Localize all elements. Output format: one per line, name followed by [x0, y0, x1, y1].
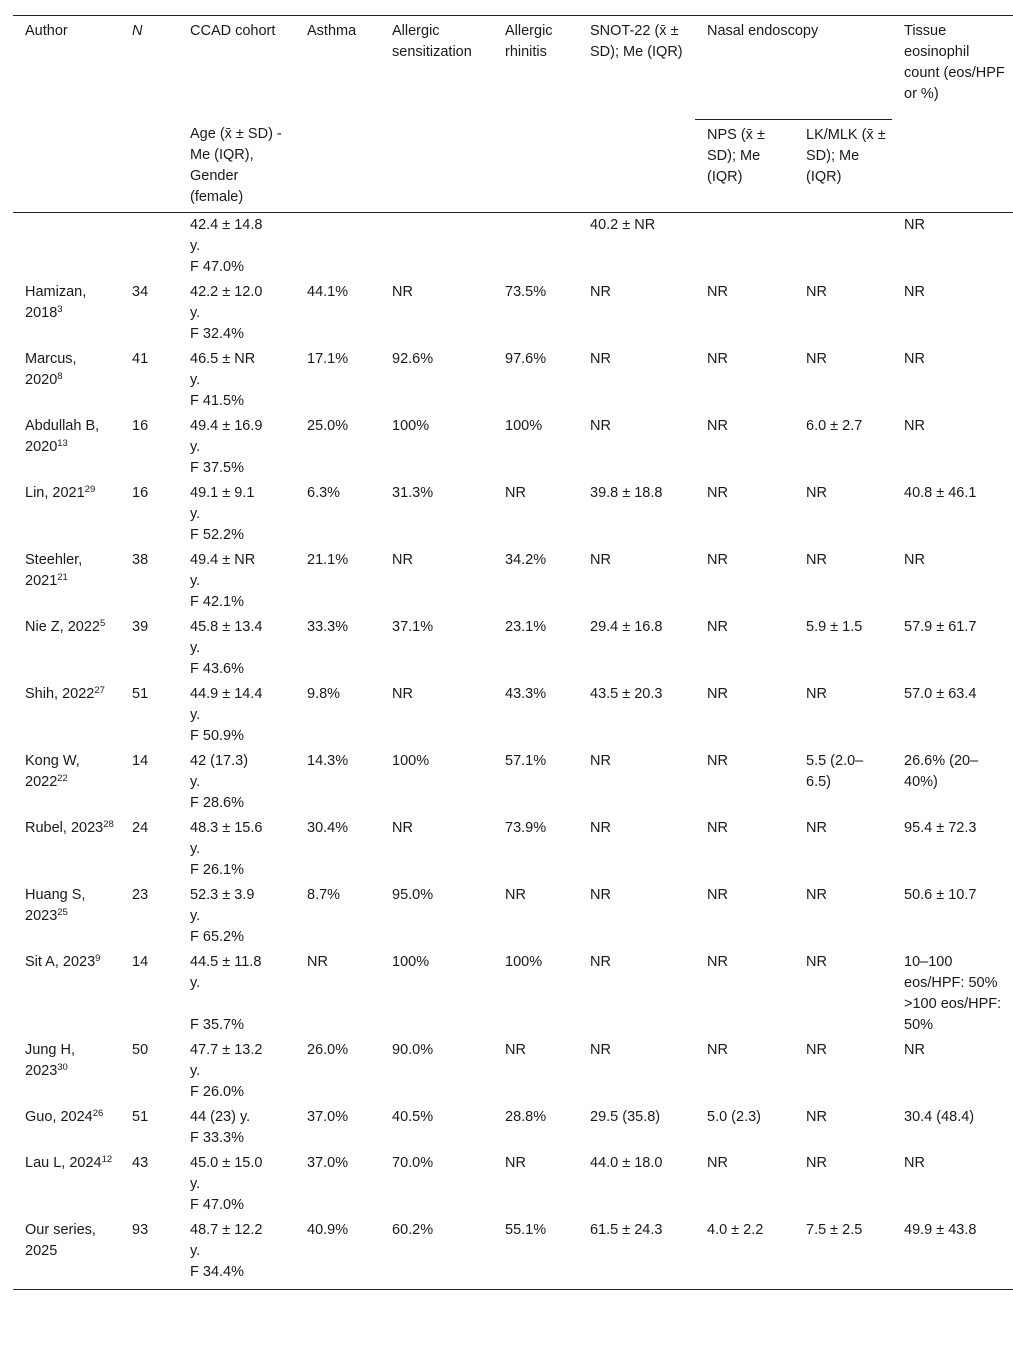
cell-lk-mlk: NR — [806, 954, 827, 970]
cell-age-gender — [178, 280, 295, 347]
cell-author — [13, 213, 120, 281]
table-row — [13, 816, 1013, 883]
cell-allergic-rhinitis: 73.9% — [505, 820, 547, 836]
author-name: Our series, 2025 — [25, 1222, 96, 1259]
eos-value: 30.4 (48.4) — [904, 1109, 975, 1125]
reference-number: 5 — [99, 618, 106, 629]
cell-age-gender — [178, 548, 295, 615]
female-percent: F 33.3% — [190, 1130, 244, 1146]
female-percent: F 26.1% — [190, 862, 244, 878]
cell-allergic-sensitization — [380, 213, 493, 281]
header-row-primary — [13, 16, 1013, 120]
cell-snot22: 61.5 ± 24.3 — [590, 1222, 663, 1238]
cell-nps: NR — [707, 418, 728, 434]
cell-author — [13, 816, 120, 883]
author-name: Hamizan, 2018 — [25, 284, 87, 321]
cell-n: 41 — [132, 351, 149, 367]
cell-allergic-sensitization: 40.5% — [392, 1109, 434, 1125]
cell-lk-mlk: 7.5 ± 2.5 — [806, 1222, 863, 1238]
cell-allergic-rhinitis: 23.1% — [505, 619, 547, 635]
author-name: Nie Z, 2022 — [25, 619, 100, 635]
cell-age-gender — [178, 213, 295, 281]
cell-nps: 5.0 (2.3) — [707, 1109, 761, 1125]
cell-n: 38 — [132, 552, 149, 568]
eos-value: 10–100 eos/HPF: 50% — [904, 954, 998, 991]
cell-n: 50 — [132, 1042, 149, 1058]
cell-lk-mlk: 5.9 ± 1.5 — [806, 619, 863, 635]
cell-lk-mlk: NR — [806, 284, 827, 300]
cell-age-gender — [178, 883, 295, 950]
cell-tissue-eosinophil — [892, 1105, 1013, 1151]
cell-allergic-rhinitis: NR — [505, 1042, 526, 1058]
eos-value: 26.6% (20–40%) — [904, 753, 979, 790]
female-percent: F 26.0% — [190, 1084, 244, 1100]
author-name: Jung H, 2023 — [25, 1042, 75, 1079]
author-name: Guo, 2024 — [25, 1109, 93, 1125]
cell-snot22: NR — [590, 753, 611, 769]
cell-age-gender — [178, 1038, 295, 1105]
age-unit: y. — [190, 1176, 201, 1192]
cell-lk-mlk: NR — [806, 1109, 827, 1125]
age-value: 44.9 ± 14.4 — [190, 686, 263, 702]
table-body — [13, 213, 1013, 1290]
cell-lk-mlk: NR — [806, 820, 827, 836]
reference-number: 27 — [94, 685, 105, 696]
age-value: 42.4 ± 14.8 — [190, 217, 263, 233]
cell-snot22: NR — [590, 887, 611, 903]
header-allergic-sensitization: Allergic sensitization — [380, 16, 493, 120]
age-unit: y. — [190, 975, 201, 991]
author-name: Marcus, 2020 — [25, 351, 77, 388]
eos-value: 40.8 ± 46.1 — [904, 485, 977, 501]
cell-n — [120, 213, 178, 281]
header-age-gender: Age (x̄ ± SD) - Me (IQR), Gender (female) — [190, 126, 282, 205]
cell-asthma: 17.1% — [307, 351, 349, 367]
cell-allergic-rhinitis: 28.8% — [505, 1109, 547, 1125]
age-unit: y. — [190, 640, 201, 656]
cell-author — [13, 1105, 120, 1151]
cell-allergic-sensitization: 60.2% — [392, 1222, 434, 1238]
cell-nps: NR — [707, 887, 728, 903]
cell-allergic-sensitization: 90.0% — [392, 1042, 434, 1058]
cell-author — [13, 950, 120, 1038]
cell-asthma: 40.9% — [307, 1222, 349, 1238]
age-value: 49.4 ± NR — [190, 552, 256, 568]
age-value: 49.4 ± 16.9 — [190, 418, 263, 434]
cell-tissue-eosinophil — [892, 682, 1013, 749]
age-value: 42.2 ± 12.0 — [190, 284, 263, 300]
age-value: 44 (23) y. — [190, 1109, 251, 1125]
cell-nps: NR — [707, 753, 728, 769]
cell-lk-mlk: NR — [806, 1042, 827, 1058]
cell-lk-mlk: 5.5 (2.0–6.5) — [806, 753, 864, 790]
author-name: Sit A, 2023 — [25, 954, 96, 970]
cell-allergic-rhinitis: 55.1% — [505, 1222, 547, 1238]
cell-snot22: 39.8 ± 18.8 — [590, 485, 663, 501]
cell-asthma: 37.0% — [307, 1155, 349, 1171]
reference-number: 30 — [57, 1062, 68, 1073]
age-unit: y. — [190, 1063, 201, 1079]
cell-n: 16 — [132, 418, 149, 434]
cell-lk-mlk: NR — [806, 552, 827, 568]
eos-value: NR — [904, 1155, 925, 1171]
header-asthma: Asthma — [295, 16, 380, 120]
table-row — [13, 548, 1013, 615]
cell-age-gender — [178, 347, 295, 414]
cell-author — [13, 1151, 120, 1218]
reference-number: 9 — [95, 953, 101, 964]
eos-value: NR — [904, 418, 925, 434]
age-value: 49.1 ± 9.1 — [190, 485, 255, 501]
cell-allergic-rhinitis: NR — [505, 1155, 526, 1171]
table-row — [13, 1151, 1013, 1218]
cell-asthma: 6.3% — [307, 485, 341, 501]
female-percent: F 35.7% — [190, 1017, 244, 1033]
cell-age-gender — [178, 481, 295, 548]
cell-snot22: NR — [590, 284, 611, 300]
cell-author — [13, 481, 120, 548]
cell-snot22: 40.2 ± NR — [590, 217, 656, 233]
cell-tissue-eosinophil — [892, 1151, 1013, 1218]
cell-asthma: 33.3% — [307, 619, 349, 635]
cell-n: 16 — [132, 485, 149, 501]
table-row — [13, 347, 1013, 414]
age-value: 48.3 ± 15.6 — [190, 820, 263, 836]
cell-age-gender — [178, 1151, 295, 1218]
eos-value-secondary: >100 eos/HPF: 50% — [904, 996, 1002, 1033]
cell-n: 39 — [132, 619, 149, 635]
table-row — [13, 950, 1013, 1038]
cell-snot22: 29.4 ± 16.8 — [590, 619, 663, 635]
cell-snot22: NR — [590, 418, 611, 434]
eos-value: NR — [904, 351, 925, 367]
cell-allergic-sensitization: 100% — [392, 954, 430, 970]
cell-author — [13, 414, 120, 481]
female-percent: F 65.2% — [190, 929, 244, 945]
age-unit: y. — [190, 908, 201, 924]
header-n: N — [120, 16, 178, 120]
cell-n: 24 — [132, 820, 149, 836]
cell-tissue-eosinophil — [892, 280, 1013, 347]
female-percent: F 47.0% — [190, 259, 244, 275]
cell-allergic-rhinitis: 100% — [505, 418, 543, 434]
cell-asthma: 25.0% — [307, 418, 349, 434]
cell-nps: NR — [707, 686, 728, 702]
cell-lk-mlk: NR — [806, 485, 827, 501]
cell-n: 23 — [132, 887, 149, 903]
author-name: Shih, 2022 — [25, 686, 95, 702]
cell-author — [13, 749, 120, 816]
cell-asthma: 8.7% — [307, 887, 341, 903]
cell-age-gender — [178, 950, 295, 1038]
cell-author — [13, 1038, 120, 1105]
cell-tissue-eosinophil — [892, 950, 1013, 1038]
header-cohort: CCAD cohort — [178, 16, 295, 120]
author-name: Rubel, 2023 — [25, 820, 104, 836]
age-value: 42 (17.3) — [190, 753, 249, 769]
cell-allergic-sensitization: 37.1% — [392, 619, 434, 635]
age-value: 47.7 ± 13.2 — [190, 1042, 263, 1058]
cell-nps: NR — [707, 284, 728, 300]
cell-lk-mlk: NR — [806, 1155, 827, 1171]
cell-nps: NR — [707, 1155, 728, 1171]
cell-allergic-rhinitis: 100% — [505, 954, 543, 970]
reference-number: 22 — [57, 773, 68, 784]
female-percent: F 28.6% — [190, 795, 244, 811]
cell-nps: NR — [707, 619, 728, 635]
cell-lk-mlk: NR — [806, 351, 827, 367]
cell-asthma: 37.0% — [307, 1109, 349, 1125]
cell-nps: NR — [707, 954, 728, 970]
cell-nps: NR — [707, 1042, 728, 1058]
cell-author — [13, 1218, 120, 1290]
table-row — [13, 481, 1013, 548]
cell-tissue-eosinophil — [892, 1038, 1013, 1105]
age-unit: y. — [190, 841, 201, 857]
cell-n: 93 — [132, 1222, 149, 1238]
cell-age-gender — [178, 682, 295, 749]
cell-age-gender — [178, 615, 295, 682]
cell-allergic-rhinitis — [493, 213, 578, 281]
cell-author — [13, 347, 120, 414]
cell-lk-mlk: NR — [806, 887, 827, 903]
cell-tissue-eosinophil — [892, 213, 1013, 281]
age-value: 45.8 ± 13.4 — [190, 619, 263, 635]
cell-snot22: NR — [590, 1042, 611, 1058]
cell-asthma: 44.1% — [307, 284, 349, 300]
age-value: 48.7 ± 12.2 — [190, 1222, 263, 1238]
cell-author — [13, 280, 120, 347]
age-unit: y. — [190, 238, 201, 254]
table-row — [13, 1105, 1013, 1151]
author-name: Huang S, 2023 — [25, 887, 86, 924]
table-container — [13, 0, 1013, 1290]
eos-value: NR — [904, 217, 925, 233]
studies-table — [13, 15, 1013, 1290]
cell-allergic-rhinitis: 43.3% — [505, 686, 547, 702]
age-value: 44.5 ± 11.8 — [190, 954, 262, 970]
header-lk-mlk: LK/MLK (x̄ ± SD); Me (IQR) — [794, 119, 892, 213]
cell-tissue-eosinophil — [892, 481, 1013, 548]
author-name: Steehler, 2021 — [25, 552, 83, 589]
cell-snot22: NR — [590, 552, 611, 568]
cell-snot22: NR — [590, 954, 611, 970]
table-row — [13, 883, 1013, 950]
cell-age-gender — [178, 816, 295, 883]
age-unit: y. — [190, 506, 201, 522]
table-row — [13, 213, 1013, 281]
table-row — [13, 1218, 1013, 1290]
cell-tissue-eosinophil — [892, 347, 1013, 414]
cell-author — [13, 883, 120, 950]
eos-value: 57.9 ± 61.7 — [904, 619, 977, 635]
cell-allergic-sensitization: NR — [392, 552, 413, 568]
author-name: Abdullah B, 2020 — [25, 418, 100, 455]
cell-nps: NR — [707, 552, 728, 568]
cell-snot22: 29.5 (35.8) — [590, 1109, 661, 1125]
cell-asthma: 21.1% — [307, 552, 349, 568]
female-percent: F 41.5% — [190, 393, 244, 409]
header-nps: NPS (x̄ ± SD); Me (IQR) — [695, 119, 794, 213]
cell-nps — [695, 213, 794, 281]
header-nasal-endoscopy: Nasal endoscopy — [695, 16, 892, 120]
cell-tissue-eosinophil — [892, 883, 1013, 950]
reference-number: 29 — [84, 484, 96, 495]
female-percent: F 50.9% — [190, 728, 244, 744]
cell-snot22: NR — [590, 820, 611, 836]
female-percent: F 32.4% — [190, 326, 244, 342]
cell-asthma: NR — [307, 954, 328, 970]
female-percent: F 43.6% — [190, 661, 244, 677]
cell-nps: NR — [707, 820, 728, 836]
reference-number: 12 — [101, 1154, 113, 1165]
age-value: 45.0 ± 15.0 — [190, 1155, 263, 1171]
cell-snot22: NR — [590, 351, 611, 367]
age-value: 52.3 ± 3.9 — [190, 887, 255, 903]
cell-age-gender — [178, 749, 295, 816]
cell-asthma: 9.8% — [307, 686, 341, 702]
eos-value: 49.9 ± 43.8 — [904, 1222, 977, 1238]
reference-number: 8 — [57, 371, 63, 382]
cell-n: 14 — [132, 954, 149, 970]
cell-author — [13, 615, 120, 682]
cell-author — [13, 682, 120, 749]
age-unit: y. — [190, 774, 201, 790]
eos-value: NR — [904, 284, 925, 300]
table-row — [13, 615, 1013, 682]
header-snot22: SNOT-22 (x̄ ± SD); Me (IQR) — [578, 16, 695, 120]
cell-lk-mlk — [794, 213, 892, 281]
cell-allergic-sensitization: NR — [392, 820, 413, 836]
cell-allergic-sensitization: NR — [392, 284, 413, 300]
reference-number: 21 — [57, 572, 68, 583]
cell-allergic-sensitization: NR — [392, 686, 413, 702]
eos-value: 95.4 ± 72.3 — [904, 820, 977, 836]
reference-number: 28 — [103, 819, 114, 830]
cell-tissue-eosinophil — [892, 548, 1013, 615]
cell-allergic-sensitization: 95.0% — [392, 887, 434, 903]
age-unit: y. — [190, 372, 201, 388]
female-percent: F 37.5% — [190, 460, 244, 476]
cell-allergic-sensitization: 70.0% — [392, 1155, 434, 1171]
table-row — [13, 1038, 1013, 1105]
spacer — [190, 994, 289, 1015]
eos-value: 57.0 ± 63.4 — [904, 686, 977, 702]
cell-n: 51 — [132, 1109, 149, 1125]
cell-allergic-rhinitis: 57.1% — [505, 753, 547, 769]
cell-tissue-eosinophil — [892, 414, 1013, 481]
reference-number: 3 — [57, 304, 63, 315]
cell-snot22: 43.5 ± 20.3 — [590, 686, 663, 702]
female-percent: F 47.0% — [190, 1197, 244, 1213]
cell-tissue-eosinophil — [892, 816, 1013, 883]
cell-asthma: 26.0% — [307, 1042, 349, 1058]
cell-allergic-sensitization: 100% — [392, 753, 430, 769]
author-name: Lau L, 2024 — [25, 1155, 102, 1171]
cell-snot22: 44.0 ± 18.0 — [590, 1155, 663, 1171]
cell-allergic-rhinitis: NR — [505, 887, 526, 903]
female-percent: F 42.1% — [190, 594, 244, 610]
cell-asthma — [295, 213, 380, 281]
table-row — [13, 414, 1013, 481]
table-row — [13, 749, 1013, 816]
eos-value: NR — [904, 1042, 925, 1058]
cell-author — [13, 548, 120, 615]
table-row — [13, 682, 1013, 749]
cell-n: 51 — [132, 686, 149, 702]
age-unit: y. — [190, 573, 201, 589]
age-unit: y. — [190, 305, 201, 321]
cell-allergic-sensitization: 92.6% — [392, 351, 434, 367]
cell-nps: NR — [707, 351, 728, 367]
age-unit: y. — [190, 1243, 201, 1259]
cell-lk-mlk: 6.0 ± 2.7 — [806, 418, 863, 434]
cell-lk-mlk: NR — [806, 686, 827, 702]
age-unit: y. — [190, 439, 201, 455]
cell-nps: 4.0 ± 2.2 — [707, 1222, 764, 1238]
cell-allergic-sensitization: 31.3% — [392, 485, 434, 501]
cell-tissue-eosinophil — [892, 615, 1013, 682]
cell-allergic-rhinitis: 34.2% — [505, 552, 547, 568]
cell-allergic-rhinitis: 73.5% — [505, 284, 547, 300]
reference-number: 25 — [57, 907, 68, 918]
cell-allergic-rhinitis: NR — [505, 485, 526, 501]
cell-age-gender — [178, 1105, 295, 1151]
cell-asthma: 14.3% — [307, 753, 349, 769]
age-unit: y. — [190, 707, 201, 723]
header-row-secondary — [13, 119, 1013, 213]
author-name: Kong W, 2022 — [25, 753, 80, 790]
cell-age-gender — [178, 414, 295, 481]
female-percent: F 34.4% — [190, 1264, 244, 1280]
cell-allergic-rhinitis: 97.6% — [505, 351, 547, 367]
author-name: Lin, 2021 — [25, 485, 85, 501]
eos-value: 50.6 ± 10.7 — [904, 887, 977, 903]
age-value: 46.5 ± NR — [190, 351, 256, 367]
reference-number: 13 — [57, 438, 68, 449]
cell-n: 43 — [132, 1155, 149, 1171]
cell-asthma: 30.4% — [307, 820, 349, 836]
female-percent: F 52.2% — [190, 527, 244, 543]
reference-number: 26 — [92, 1108, 104, 1119]
header-tissue-eosinophil: Tissue eosinophil count (eos/HPF or %) — [892, 16, 1013, 120]
cell-nps: NR — [707, 485, 728, 501]
table-row — [13, 280, 1013, 347]
cell-n: 34 — [132, 284, 149, 300]
cell-n: 14 — [132, 753, 149, 769]
cell-age-gender — [178, 1218, 295, 1290]
cell-allergic-sensitization: 100% — [392, 418, 430, 434]
cell-tissue-eosinophil — [892, 1218, 1013, 1290]
header-author: Author — [13, 16, 120, 120]
header-allergic-rhinitis: Allergic rhinitis — [493, 16, 578, 120]
eos-value: NR — [904, 552, 925, 568]
cell-tissue-eosinophil — [892, 749, 1013, 816]
